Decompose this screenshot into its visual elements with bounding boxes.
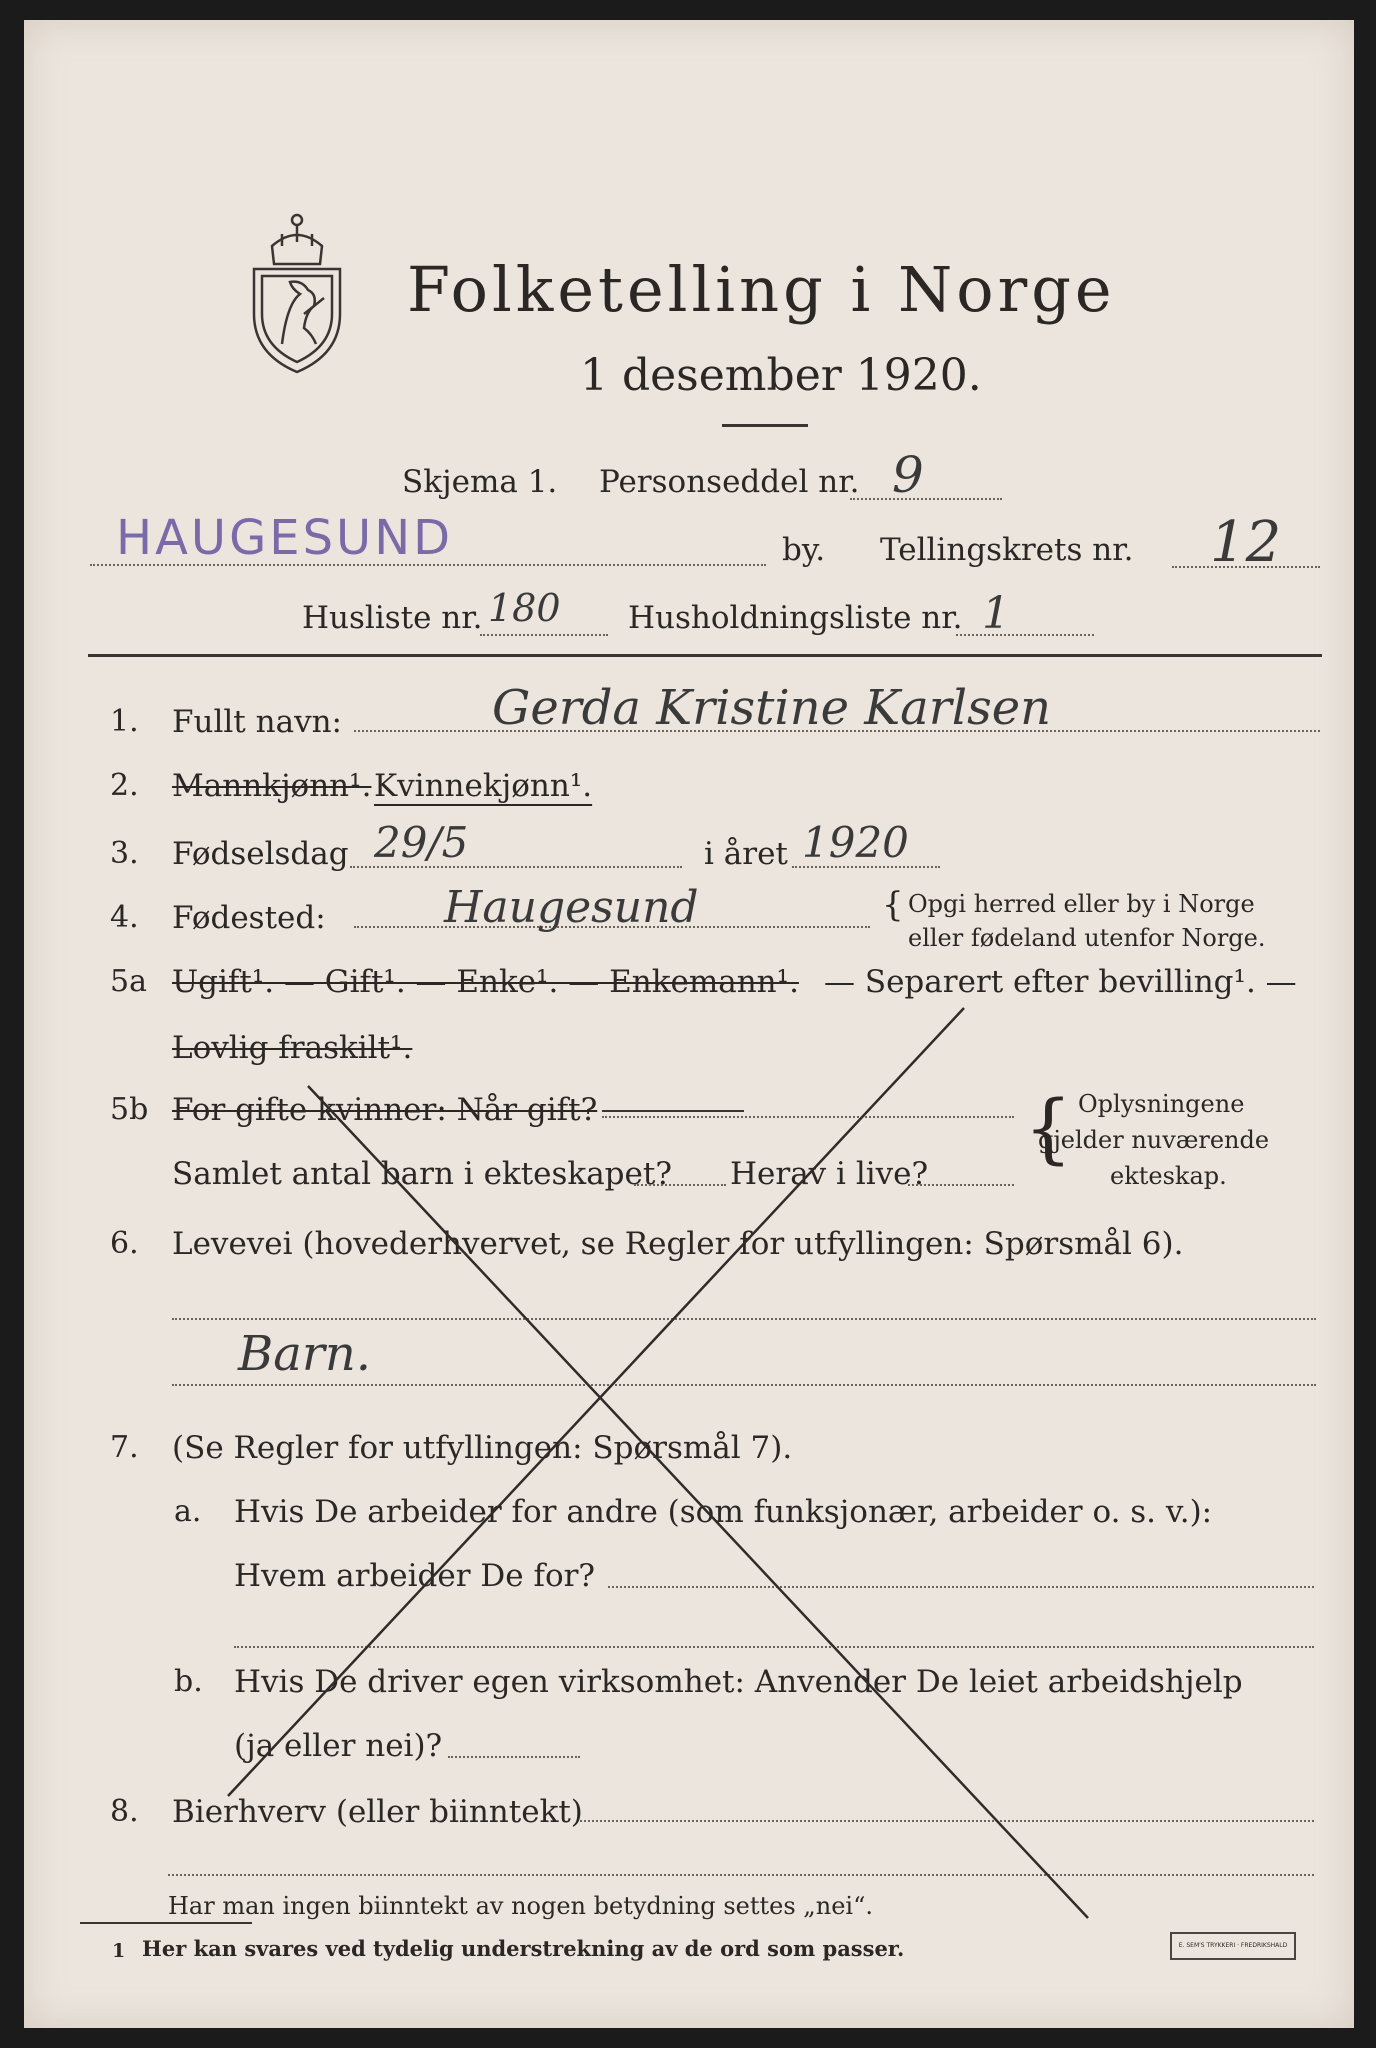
- q5b-number: 5b: [110, 1092, 149, 1127]
- q7b-line2: (ja eller nei)?: [234, 1728, 443, 1764]
- q5b-note-line2: gjelder nuværende: [1038, 1126, 1270, 1154]
- q4-note-line2: eller fødeland utenfor Norge.: [908, 924, 1266, 952]
- q8-number: 8.: [110, 1794, 139, 1829]
- personseddel-value: 9: [892, 446, 924, 504]
- q5b-barn-label: Samlet antal barn i ekteskapet?: [172, 1156, 672, 1192]
- q4-value: Haugesund: [444, 882, 699, 933]
- q1-value: Gerda Kristine Karlsen: [492, 680, 1052, 736]
- q4-note-line1: Opgi herred eller by i Norge: [908, 890, 1255, 918]
- q4-number: 4.: [110, 900, 139, 935]
- printer-mark: E. SEM'S TRYKKERI · FREDRIKSHALD: [1170, 1932, 1296, 1960]
- form-date: 1 desember 1920.: [580, 350, 982, 401]
- q5a-fraskilt: Lovlig fraskilt¹.: [172, 1030, 413, 1066]
- q7-number: 7.: [110, 1430, 139, 1465]
- cross-out-mark: [24, 20, 1354, 2028]
- q7-label: (Se Regler for utfyllingen: Spørsmål 7).: [172, 1430, 793, 1466]
- q8-label: Bierhverv (eller biinntekt): [172, 1794, 583, 1830]
- skjema-label: Skjema 1.: [402, 464, 558, 500]
- by-label: by.: [782, 532, 826, 568]
- q7b-letter: b.: [174, 1664, 203, 1699]
- q1-label: Fullt navn:: [172, 704, 342, 740]
- q5b-note-line3: ekteskap.: [1110, 1162, 1227, 1190]
- q7a-line2: Hvem arbeider De for?: [234, 1558, 596, 1594]
- q5a-number: 5a: [110, 964, 147, 999]
- q4-brace: {: [882, 885, 904, 925]
- q5a-separert: — Separert efter bevilling¹. —: [824, 964, 1297, 1000]
- footnote-text: Her kan svares ved tydelig understrekning av de ord som passer.: [142, 1936, 905, 1961]
- q5a-struck-options: Ugift¹. — Gift¹. — Enke¹. — Enkemann¹.: [172, 964, 799, 1000]
- census-form: [24, 20, 1354, 2028]
- q8-note: Har man ingen biinntekt av nogen betydning settes „nei“.: [168, 1892, 873, 1920]
- q7a-line1: Hvis De arbeider for andre (som funksjonær, arbeider o. s. v.):: [234, 1494, 1213, 1530]
- husholdning-label: Husholdningsliste nr.: [628, 600, 963, 636]
- q5b-note-line1: Oplysningene: [1078, 1090, 1245, 1118]
- q3-value: 29/5: [374, 818, 469, 867]
- q1-number: 1.: [110, 704, 139, 739]
- q2-number: 2.: [110, 768, 139, 803]
- q2-mann: Mannkjønn¹.: [172, 768, 372, 804]
- q6-label: Levevei (hovederhvervet, se Regler for utfyllingen: Spørsmål 6).: [172, 1226, 1184, 1262]
- q2-kvinne: Kvinnekjønn¹.: [374, 768, 593, 804]
- q5b-brace: {: [1024, 1083, 1073, 1172]
- q4-label: Fødested:: [172, 900, 326, 936]
- q5b-ilive-label: Herav i live?: [730, 1156, 929, 1192]
- form-title: Folketelling i Norge: [407, 253, 1116, 326]
- q7a-letter: a.: [174, 1494, 202, 1529]
- husholdning-value: 1: [982, 588, 1010, 639]
- q3-number: 3.: [110, 836, 139, 871]
- q7b-line1: Hvis De driver egen virksomhet: Anvender De leiet arbeidshjelp: [234, 1664, 1243, 1700]
- husliste-label: Husliste nr.: [302, 600, 483, 636]
- tellingskrets-value: 12: [1210, 510, 1282, 575]
- q6-value: Barn.: [238, 1326, 372, 1382]
- footnote-mark: 1: [112, 1940, 126, 1962]
- q3-aaret-value: 1920: [802, 818, 909, 867]
- q3-label: Fødselsdag: [172, 836, 349, 872]
- by-stamp: HAUGESUND: [116, 510, 454, 566]
- tellingskrets-label: Tellingskrets nr.: [880, 532, 1134, 568]
- q3-aaret-label: i året: [704, 836, 788, 872]
- q6-number: 6.: [110, 1226, 139, 1261]
- husliste-value: 180: [488, 586, 561, 630]
- personseddel-label: Personseddel nr.: [599, 464, 860, 500]
- q5b-line1: For gifte kvinner: Når gift?: [172, 1092, 598, 1128]
